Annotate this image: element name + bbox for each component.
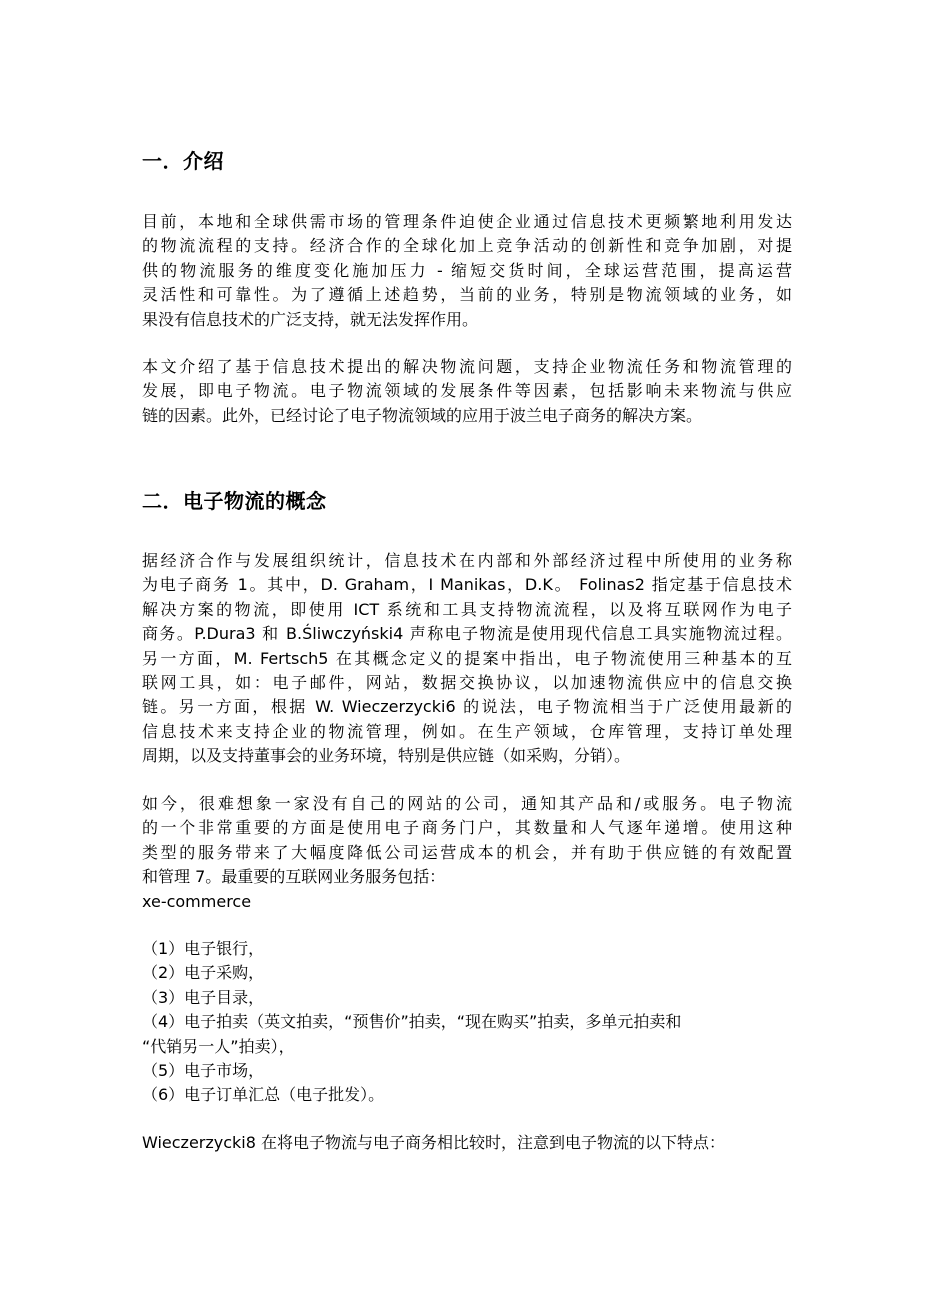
list-item: （5）电子市场，: [142, 1061, 265, 1081]
list-item: （2）电子采购，: [142, 963, 265, 983]
text-line: 信息技术来支持企业的物流管理，例如。在生产领域，仓库管理，支持订单处理: [142, 721, 792, 741]
list-item: （1）电子银行，: [142, 939, 265, 958]
paragraph: [142, 210, 792, 332]
list-item: （4）电子拍卖（英文拍卖，“预售价”拍卖，“现在购买”拍卖，多单元拍卖和: [142, 1012, 682, 1032]
list-item: “代销另一人”拍卖），: [142, 1036, 295, 1056]
text-line: 的一个非常重要的方面是使用电子商务门户，其数量和人气逐年递增。使用这种: [142, 818, 792, 838]
text-line: xe-commerce: [142, 891, 252, 911]
list-item: （3）电子目录，: [142, 987, 265, 1007]
section-title: 一．介绍: [142, 149, 224, 173]
text-line: 联网工具，如：电子邮件，网站，数据交换协议，以加速物流供应中的信息交换: [142, 673, 792, 693]
text-line: 发展，即电子物流。电子物流领域的发展条件等因素，包括影响未来物流与供应: [142, 381, 792, 401]
text-line: 据经济合作与发展组织统计，信息技术在内部和外部经济过程中所使用的业务称: [142, 551, 792, 570]
text-line: 周期，以及支持董事会的业务环境，特别是供应链（如采购，分销）。: [142, 746, 631, 766]
text-line: 供的物流服务的维度变化施加压力 - 缩短交货时间，全球运营范围，提高运营: [142, 260, 792, 280]
text-line: Wieczerzycki8 在将电子物流与电子商务相比较时，注意到电子物流的以下特点：: [142, 1133, 726, 1152]
paragraph: [142, 549, 792, 769]
text-line: 链的因素。此外，已经讨论了电子物流领域的应用于波兰电子商务的解决方案。: [142, 405, 703, 425]
text-line: 本文介绍了基于信息技术提出的解决物流问题，支持企业物流任务和物流管理的: [142, 357, 792, 376]
text-line: 如今，很难想象一家没有自己的网站的公司，通知其产品和/或服务。电子物流: [142, 794, 792, 813]
text-line: 商务。P.Dura3 和 B.Śliwczyński4 声称电子物流是使用现代信息工具实施物流过程。: [142, 624, 792, 644]
paragraph: [142, 355, 792, 428]
paragraph: [142, 1131, 792, 1155]
services-list: [142, 937, 792, 1108]
text-line: 解决方案的物流，即使用 ICT 系统和工具支持物流流程，以及将互联网作为电子: [142, 599, 792, 619]
text-line: 和管理 7。最重要的互联网业务服务包括：: [142, 867, 446, 887]
text-line: 另一方面，M. Fertsch5 在其概念定义的提案中指出，电子物流使用三种基本的互: [142, 648, 792, 668]
text-line: 为电子商务 1。其中，D. Graham，I Manikas，D.K。 Folinas2 指定基于信息技术: [142, 575, 792, 595]
paragraph: [142, 792, 792, 914]
text-line: 类型的服务带来了大幅度降低公司运营成本的机会，并有助于供应链的有效配置: [142, 842, 792, 862]
section-heading-introduction: [142, 148, 792, 174]
text-line: 的物流流程的支持。经济合作的全球化加上竞争活动的创新性和竞争加剧，对提: [142, 236, 792, 256]
text-line: 果没有信息技术的广泛支持，就无法发挥作用。: [142, 309, 479, 329]
text-line: 目前，本地和全球供需市场的管理条件迫使企业通过信息技术更频繁地利用发达: [142, 212, 792, 231]
text-line: 灵活性和可靠性。为了遵循上述趋势，当前的业务，特别是物流领域的业务，如: [142, 285, 792, 305]
section-heading-e-logistics-concept: [142, 488, 792, 514]
section-title: 二．电子物流的概念: [142, 489, 327, 513]
list-item: （6）电子订单汇总（电子批发）。: [142, 1085, 385, 1105]
text-line: 链。另一方面，根据 W. Wieczerzycki6 的说法，电子物流相当于广泛使用最新的: [142, 697, 792, 717]
